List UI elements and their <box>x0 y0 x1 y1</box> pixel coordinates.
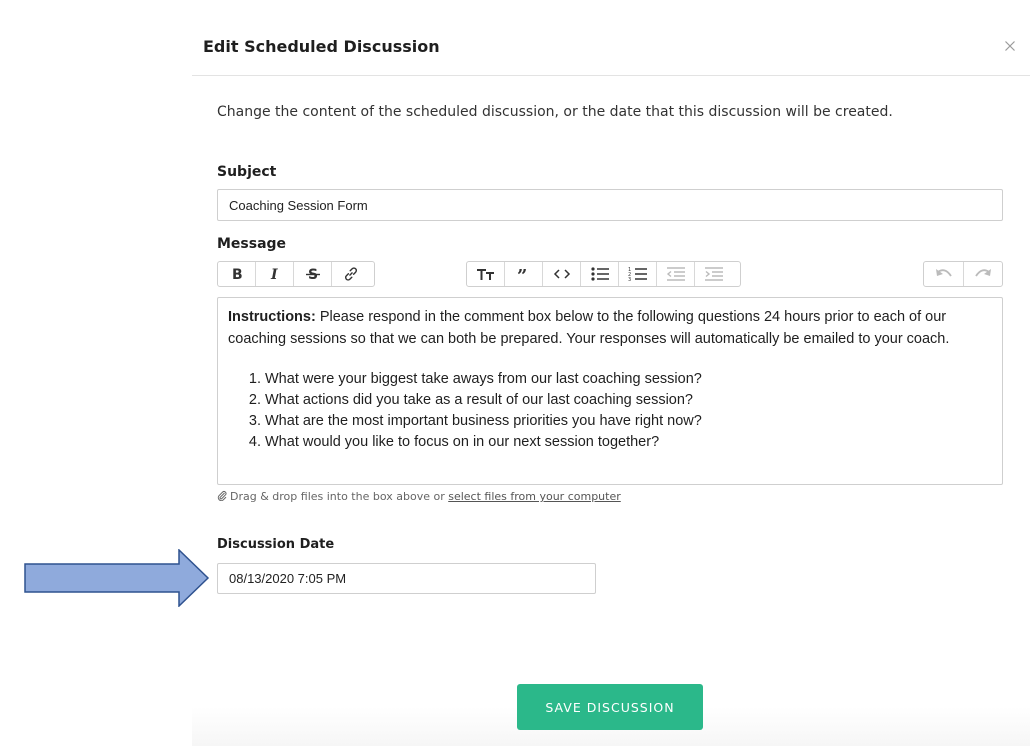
undo-button[interactable] <box>924 262 964 286</box>
message-label: Message <box>217 236 287 252</box>
annotation-arrow <box>24 549 210 607</box>
svg-text:S: S <box>307 267 318 281</box>
paperclip-icon <box>217 490 227 501</box>
edit-discussion-dialog <box>192 0 1030 746</box>
question-item: 2. What actions did you take as a result of our last coaching session? <box>265 390 992 411</box>
close-icon[interactable] <box>1002 38 1018 54</box>
select-files-link[interactable]: select files from your computer <box>448 490 621 503</box>
header-divider <box>192 75 1030 76</box>
questions-list <box>228 369 992 453</box>
bold-button[interactable] <box>218 262 256 286</box>
question-item: 4. What would you like to focus on in our next session together? <box>265 432 992 453</box>
indent-button[interactable] <box>695 262 733 286</box>
redo-icon <box>973 267 993 281</box>
bold-icon <box>230 267 244 281</box>
link-icon <box>343 266 359 282</box>
indent-icon <box>704 266 724 282</box>
undo-icon <box>934 267 954 281</box>
message-editor[interactable] <box>217 297 1003 485</box>
dialog-description: Change the content of the scheduled discussion, or the date that this discussion will be created. <box>217 104 893 120</box>
block-toolbar-group <box>466 261 741 287</box>
instructions-paragraph <box>228 306 992 350</box>
redo-button[interactable] <box>964 262 1002 286</box>
heading-button[interactable] <box>467 262 505 286</box>
attachment-hint <box>217 490 621 503</box>
instructions-label: Instructions: <box>228 309 316 325</box>
history-toolbar-group <box>923 261 1003 287</box>
question-item: 1. What were your biggest take aways from our last coaching session? <box>265 369 992 390</box>
code-button[interactable] <box>543 262 581 286</box>
code-icon <box>553 267 571 281</box>
svg-text:3: 3 <box>627 277 631 282</box>
italic-button[interactable] <box>256 262 294 286</box>
discussion-date-label: Discussion Date <box>217 537 335 552</box>
outdent-icon <box>666 266 686 282</box>
bullet-list-icon <box>590 266 610 282</box>
quote-button[interactable] <box>505 262 543 286</box>
quote-icon <box>516 267 532 281</box>
subject-label: Subject <box>217 164 277 180</box>
svg-text:”: ” <box>516 267 527 281</box>
question-item: 3. What are the most important business priorities you have right now? <box>265 411 992 432</box>
svg-text:B: B <box>231 267 243 281</box>
numbered-list-button[interactable] <box>619 262 657 286</box>
italic-icon <box>268 267 282 281</box>
outdent-button[interactable] <box>657 262 695 286</box>
instructions-text: Please respond in the comment box below to the following questions 24 hours prior to each of our coaching sessions so that we can both be prepared. Your responses will automatically be emailed to your coach. <box>228 309 950 347</box>
strikethrough-icon <box>305 267 321 281</box>
svg-text:2: 2 <box>627 272 631 278</box>
discussion-date-input[interactable] <box>217 563 596 594</box>
save-discussion-button[interactable]: SAVE DISCUSSION <box>517 684 703 730</box>
svg-text:I: I <box>270 267 278 281</box>
subject-input[interactable] <box>217 189 1003 221</box>
bullet-list-button[interactable] <box>581 262 619 286</box>
attachment-hint-text: Drag & drop files into the box above or <box>230 490 449 503</box>
link-button[interactable] <box>332 262 370 286</box>
heading-icon <box>476 267 496 281</box>
numbered-list-icon <box>628 266 648 282</box>
strikethrough-button[interactable] <box>294 262 332 286</box>
svg-text:1: 1 <box>627 267 631 273</box>
dialog-title: Edit Scheduled Discussion <box>203 37 440 56</box>
format-toolbar-group <box>217 261 375 287</box>
